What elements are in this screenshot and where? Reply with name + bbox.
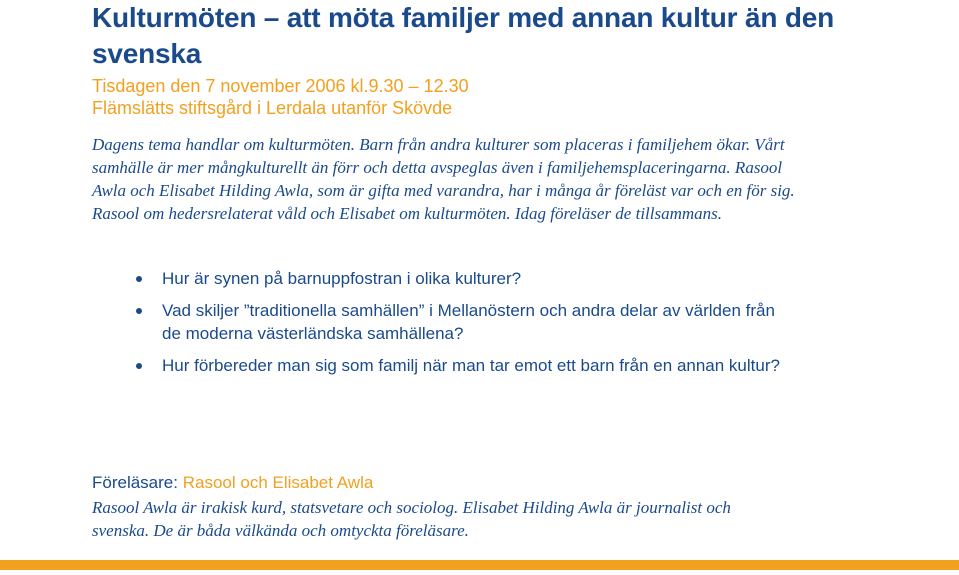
bullet-dot-icon <box>136 363 142 369</box>
question-item <box>92 299 792 345</box>
bullet-dot-icon <box>136 276 142 282</box>
question-text: Hur förbereder man sig som familj när man tar emot ett barn från en annan kultur? <box>162 356 780 375</box>
speaker-heading <box>92 472 373 494</box>
speaker-names: Rasool och Elisabet Awla <box>182 473 374 492</box>
question-text: Vad skiljer ”traditionella samhällen” i Mellanöstern och andra delar av världen från de moderna västerländska samhällena? <box>162 301 775 343</box>
intro-paragraph: Dagens tema handlar om kulturmöten. Barn från andra kulturer som placeras i familjehem ökar. Vårt samhälle är mer mångkulturellt än förr och detta avspeglas även i familjehemsplaceringarna. Rasool Awla och Elisabet Hilding Awla, som är gifta med varandra, har i många år föreläst var och en för sig. Rasool om hedersrelaterat våld och Elisabet om kulturmöten. Idag föreläser de tillsammans. <box>92 135 795 223</box>
speaker-label: Föreläsare: <box>92 473 178 492</box>
question-item <box>92 354 792 377</box>
page-title: Kulturmöten – att möta familjer med annan kultur än den svenska <box>92 2 834 69</box>
speaker-bio: Rasool Awla är irakisk kurd, statsvetare och sociolog. Elisabet Hilding Awla är journalist och svenska. De är båda välkända och omtyckta föreläsare. <box>92 498 731 540</box>
bottom-accent-bar <box>0 560 959 570</box>
event-date: Tisdagen den 7 november 2006 kl.9.30 – 12.30 <box>92 76 469 96</box>
question-text: Hur är synen på barnuppfostran i olika kulturer? <box>162 269 522 288</box>
question-item <box>92 267 792 290</box>
event-place: Flämslätts stiftsgård i Lerdala utanför Skövde <box>92 98 453 118</box>
bullet-dot-icon <box>136 308 142 314</box>
question-list <box>92 267 792 386</box>
